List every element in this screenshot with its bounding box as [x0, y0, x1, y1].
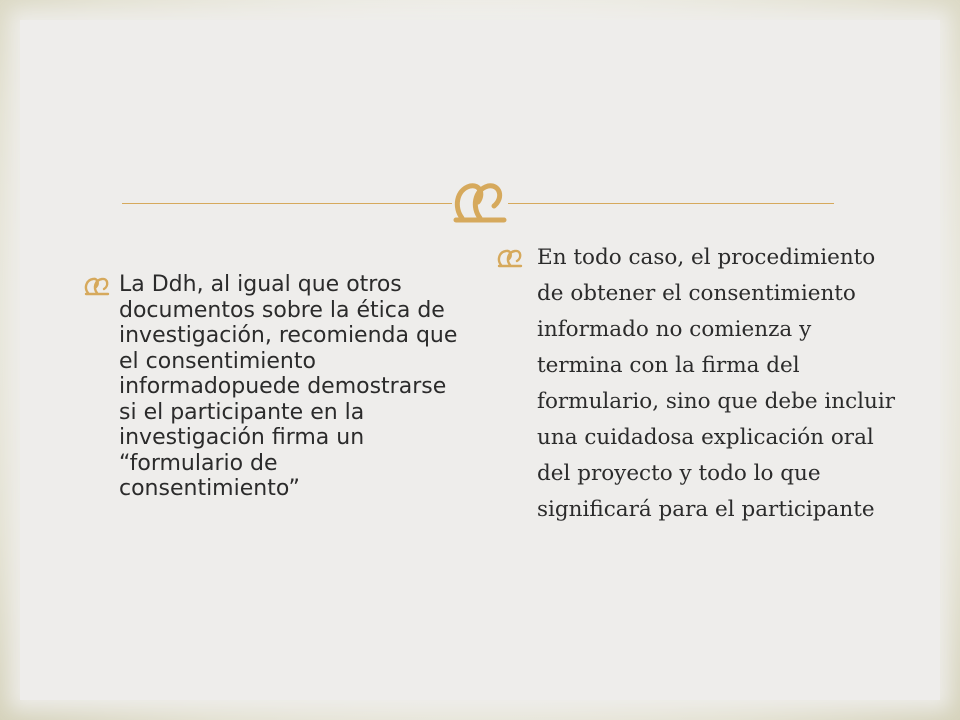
left-bullet-column	[84, 272, 464, 502]
fleuron-bullet-icon	[84, 276, 110, 296]
fleuron-ornament-icon	[450, 178, 510, 226]
right-bullet-column	[497, 240, 897, 528]
divider-rule-left	[122, 203, 452, 204]
left-bullet-text: La Ddh, al igual que otros documentos sobre la ética de investigación, recomienda que el consentimiento informadopuede demostrarse si el participante en la investigación firma un “formulario de consentimiento”	[119, 272, 458, 501]
divider-rule-right	[508, 203, 834, 204]
fleuron-bullet-icon	[497, 248, 523, 268]
right-bullet-text: En todo caso, el procedimiento de obtener el consentimiento informado no comienza y termina con la firma del formulario, sino que debe incluir una cuidadosa explicación oral del proyecto y todo lo que significará para el participante	[537, 245, 896, 522]
